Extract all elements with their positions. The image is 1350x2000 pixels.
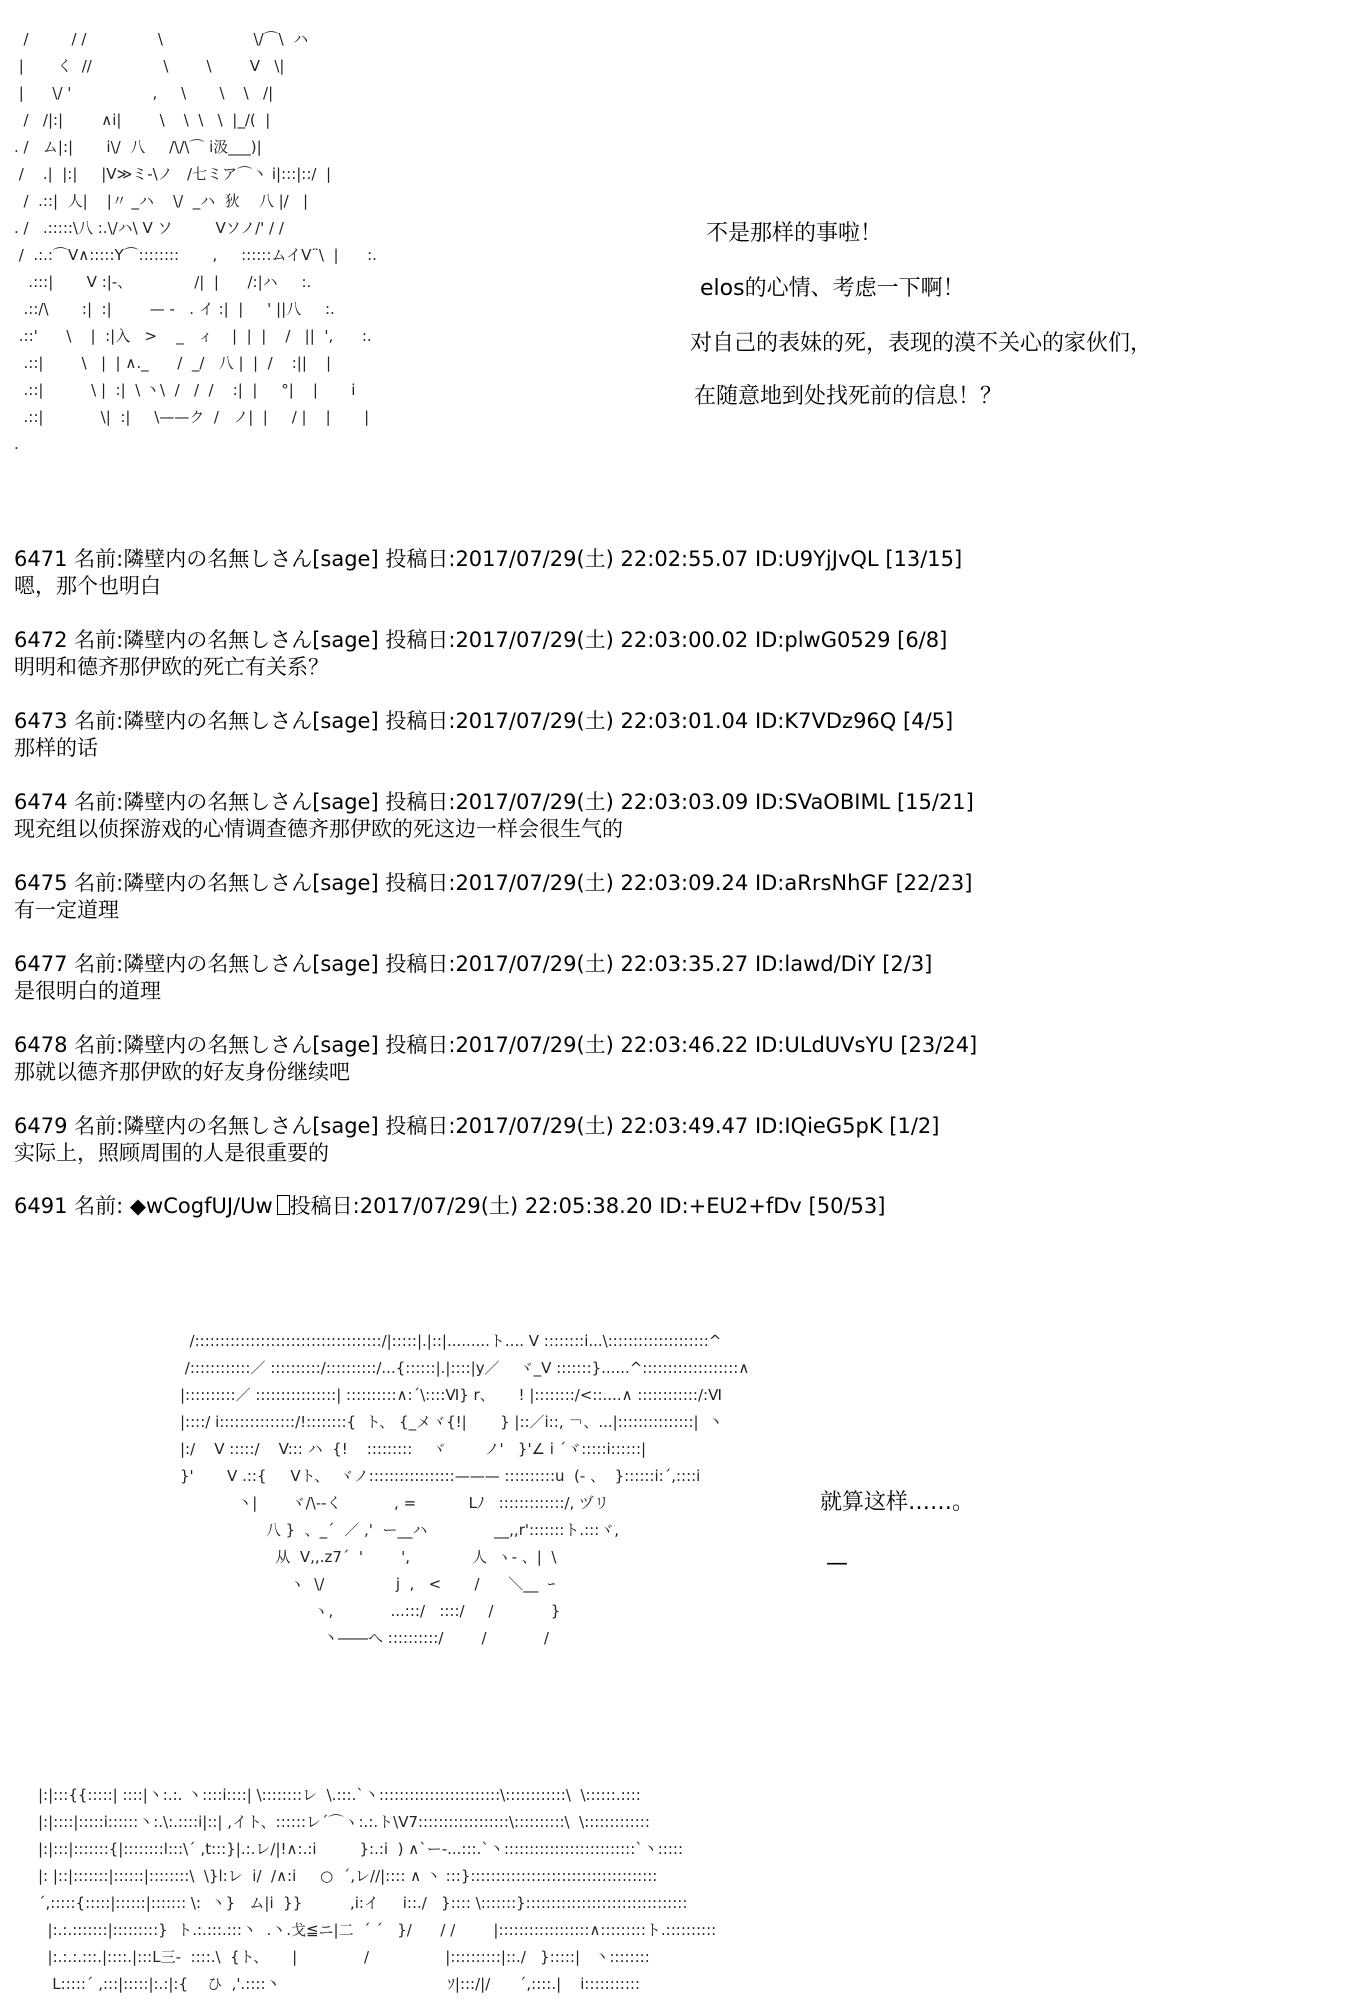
poster-name: 隣壁内の名無しさん[sage] bbox=[123, 871, 379, 895]
post-count: [1/2] bbox=[889, 1114, 940, 1138]
post-6474 bbox=[14, 789, 1334, 843]
poster-id: ID:IQieG5pK bbox=[754, 1114, 883, 1138]
name-label: 名前: bbox=[74, 709, 124, 733]
caption-even-so: 就算这样……。 bbox=[820, 1490, 975, 1515]
post-body: 实际上，照顾周围的人是很重要的 bbox=[14, 1141, 329, 1165]
post-body: 嗯，那个也明白 bbox=[14, 574, 161, 598]
date-label: 投稿日: bbox=[385, 628, 456, 652]
post-header bbox=[14, 1032, 1334, 1059]
poster-name: 隣壁内の名無しさん[sage] bbox=[123, 709, 379, 733]
name-label: 名前: bbox=[74, 547, 124, 571]
poster-id: ID:K7VDz96Q bbox=[754, 709, 897, 733]
post-header bbox=[14, 870, 1334, 897]
post-body: 是很明白的道理 bbox=[14, 979, 161, 1003]
post-date: 2017/07/29(土) 22:03:00.02 bbox=[455, 628, 749, 652]
date-label: 投稿日: bbox=[385, 709, 456, 733]
poster-id: ID:lawd/DiY bbox=[754, 952, 876, 976]
post-header bbox=[14, 951, 1334, 978]
name-label: 名前: bbox=[74, 871, 124, 895]
date-label: 投稿日: bbox=[385, 1033, 456, 1057]
poster-id: ID:plwG0529 bbox=[754, 628, 891, 652]
post-number: 6473 bbox=[14, 709, 68, 733]
post-count: [6/8] bbox=[897, 628, 948, 652]
post-6473 bbox=[14, 708, 1334, 762]
date-label: 投稿日: bbox=[385, 790, 456, 814]
post-number: 6472 bbox=[14, 628, 68, 652]
post-date: 2017/07/29(土) 22:03:01.04 bbox=[455, 709, 749, 733]
post-date: 2017/07/29(土) 22:03:09.24 bbox=[455, 871, 749, 895]
post-header bbox=[14, 789, 1334, 816]
poster-id: ID:U9YjJvQL bbox=[754, 547, 879, 571]
post-number: 6478 bbox=[14, 1033, 68, 1057]
post-number: 6491 bbox=[14, 1194, 68, 1218]
caption-not-like-that: 不是那样的事啦！ bbox=[706, 221, 883, 246]
post-header bbox=[14, 546, 1334, 573]
date-label: 投稿日: bbox=[385, 952, 456, 976]
post-date: 2017/07/29(土) 22:03:49.47 bbox=[455, 1114, 749, 1138]
caption-searching-info: 在随意地到处找死前的信息！？ bbox=[694, 384, 1003, 409]
post-number: 6479 bbox=[14, 1114, 68, 1138]
date-label: 投稿日: bbox=[385, 1114, 456, 1138]
post-count: [22/23] bbox=[895, 871, 973, 895]
name-label: 名前: bbox=[74, 790, 124, 814]
poster-id: ID:aRrsNhGF bbox=[754, 871, 889, 895]
poster-id: ID:+EU2+fDv bbox=[659, 1194, 802, 1218]
post-6479 bbox=[14, 1113, 1334, 1167]
post-number: 6477 bbox=[14, 952, 68, 976]
post-date: 2017/07/29(土) 22:02:55.07 bbox=[455, 547, 749, 571]
poster-id: ID:ULdUVsYU bbox=[754, 1033, 894, 1057]
ascii-art-middle: /:::::::::::::::::::::::::::::::::::::/|:::::|.|::|.........ト.... V ::::::::i...\::::::::::::::::::::^ /::::::::::::／ ::::::::::/::::::::::/...{::::::|.|::::|y／ ヾ_V :::::::}......^:::::::::::::::::::∧ |::::::::::／ ::::::::::::::::| ::::::::::∧:´\::::Ⅵ} r、 ! |::::::::/<::....∧ ::::::::::::/:Ⅵ |::::/ i:::::::::::::::/!::::::::{ ト、 {_メヾ{!| } |::／i::, ￢、...|:::::::::::::::| 丶 |:/ V :::::/ V::: ハ {! ::::::::: ヾ ノ' }'∠ i ´ヾ:::::i::::::| }' V .::{ Vト、 ヾノ:::::::::::::::::——— ::::::::::u (- 、 }::::::i:´,::::i 丶| ヾ/\--く , = Lﾉ :::::::::::::/, ヅリ 八 } 、_´ ／ ,' ー__ハ __,,r':::::::ト.:::ヾ, 从 V,,.z7´ ' ', 人 ヽ- 、| \ ヽ \/ j , < / ＼__ ｰ ヽ, ...:::/ ::::/ / } 丶――へ ::::::::::/ / / bbox=[180, 1332, 750, 1647]
poster-id: ID:SVaOBIML bbox=[754, 790, 891, 814]
name-label: 名前: bbox=[74, 952, 124, 976]
caption-dash: — bbox=[826, 1551, 848, 1576]
post-count: [4/5] bbox=[903, 709, 954, 733]
post-header bbox=[14, 708, 1334, 735]
post-date: 2017/07/29(土) 22:03:03.09 bbox=[455, 790, 749, 814]
post-count: [50/53] bbox=[808, 1194, 886, 1218]
post-number: 6471 bbox=[14, 547, 68, 571]
missing-glyph-icon bbox=[277, 1195, 290, 1215]
post-number: 6474 bbox=[14, 790, 68, 814]
post-body: 明明和德齐那伊欧的死亡有关系？ bbox=[14, 655, 329, 679]
post-6472 bbox=[14, 627, 1334, 681]
caption-elos-feelings: elos的心情、考虑一下啊！ bbox=[700, 276, 965, 301]
poster-name: 隣壁内の名無しさん[sage] bbox=[123, 628, 379, 652]
date-label: 投稿日: bbox=[289, 1194, 360, 1218]
post-6475 bbox=[14, 870, 1334, 924]
post-count: [2/3] bbox=[882, 952, 933, 976]
poster-name: 隣壁内の名無しさん[sage] bbox=[123, 547, 379, 571]
post-body: 现充组以侦探游戏的心情调查德齐那伊欧的死这边一样会很生气的 bbox=[14, 817, 623, 841]
caption-indifferent-guys: 对自己的表妹的死，表现的漠不关心的家伙们， bbox=[690, 331, 1153, 356]
post-header bbox=[14, 627, 1334, 654]
poster-tripcode: ◆wCogfUJ/Uw bbox=[129, 1194, 273, 1218]
post-date: 2017/07/29(土) 22:05:38.20 bbox=[359, 1194, 653, 1218]
poster-name: 隣壁内の名無しさん[sage] bbox=[123, 952, 379, 976]
poster-name: 隣壁内の名無しさん[sage] bbox=[123, 790, 379, 814]
post-body: 那样的话 bbox=[14, 736, 98, 760]
post-6491-author bbox=[14, 1193, 1334, 1220]
post-6477 bbox=[14, 951, 1334, 1005]
post-body: 有一定道理 bbox=[14, 898, 119, 922]
post-count: [23/24] bbox=[900, 1033, 978, 1057]
post-header bbox=[14, 1193, 1334, 1220]
date-label: 投稿日: bbox=[385, 547, 456, 571]
post-date: 2017/07/29(土) 22:03:35.27 bbox=[455, 952, 749, 976]
ascii-art-top: / / / \ \/⌒\ ハ | く // \ \ V \| | \/ ' , \ \ \ /| / /|:| ∧i| \ \ \ \ |_/( | . / ム|:| i\/ 八 /\/\⌒ i汲___)| / .| |:| |V≫ミ-\ノ /七ミア⌒丶 i|:::|::/ | / .::| 人| |〃 _ハ \/ _ハ 狄 八 |/ | . / .:::::\八 :.\/ハ\ V ソ Vソノ/' / / / .:.:⌒V∧:::::Y⌒:::::::: , ::::::ムイV¨\ | :. .:::| V :|-、 /| | /:|ハ :. .::/\ :| :| — - . イ :| | ' ||八 :. .::' \ | :|入 > _ ィ | | | / || ', :. .::| \ | | ∧._ / _/ 八 | | / :|| | .::| \ | :| \ 丶\ / / / :| | °| | i .::| \| :| \——ク / ノ| | / | | | . bbox=[14, 30, 377, 453]
name-label: 名前: bbox=[74, 628, 124, 652]
date-label: 投稿日: bbox=[385, 871, 456, 895]
name-label: 名前: bbox=[74, 1033, 124, 1057]
ascii-art-bottom: |:|:::{{:::::| ::::|丶:.:. 丶::::i::::| \::::::::レ \.:::.`丶::::::::::::::::::::::::\::::::::::::\ \::::::.:::: |:|::::|:::::i::::::丶:.\:.::::i|::| ,イト、::::::レ´⌒ヽ:.:.ト\V7::::::::::::::::::\::::::::::\ \::::::::::::: |:|:::|:::::::{|::::::::l:::\´ ,t:::}|.:.レ/|!∧:.:i }:.:i ) ∧`ー-...:::.`丶::::::::::::::::::::::::::`丶::::: |: |::|:::::::|::::::|::::::::\ \}l:レ i/ /∧:i ○ ´,レ//|:::: ∧ 丶 :::}::::::::::::::::::::::::::::::::::::: ´,:::::{:::::|::::::|::::::: \: 丶} ム|i }} ,i:イ i::./ }:::: \:::::::}:::::::::::::::::::::::::::::::: |:.:.:::::::|:::::::::} ト.:.:::.:::丶 .丶.戈≦ニ|二 ´ ´ }/ / / |::::::::::::::::::∧:::::::::ト.:::::::::: |:.:.:.:::.|::::.|:::L三- ::::.\ {ト、 | / |::::::::::|::./ }:::::| 丶:::::::: L:::::´ ,:::|:::::|:.:|:{ ひ ,'.::::丶 ｿ|:::/|/ ´,::::.| i::::::::::: bbox=[38, 1786, 717, 1993]
post-number: 6475 bbox=[14, 871, 68, 895]
post-count: [13/15] bbox=[885, 547, 963, 571]
post-6478 bbox=[14, 1032, 1334, 1086]
poster-name: 隣壁内の名無しさん[sage] bbox=[123, 1114, 379, 1138]
name-label: 名前: bbox=[74, 1114, 124, 1138]
post-body: 那就以德齐那伊欧的好友身份继续吧 bbox=[14, 1060, 350, 1084]
post-count: [15/21] bbox=[896, 790, 974, 814]
post-6471 bbox=[14, 546, 1334, 600]
name-label: 名前: bbox=[74, 1194, 124, 1218]
post-date: 2017/07/29(土) 22:03:46.22 bbox=[455, 1033, 749, 1057]
post-header bbox=[14, 1113, 1334, 1140]
poster-name: 隣壁内の名無しさん[sage] bbox=[123, 1033, 379, 1057]
